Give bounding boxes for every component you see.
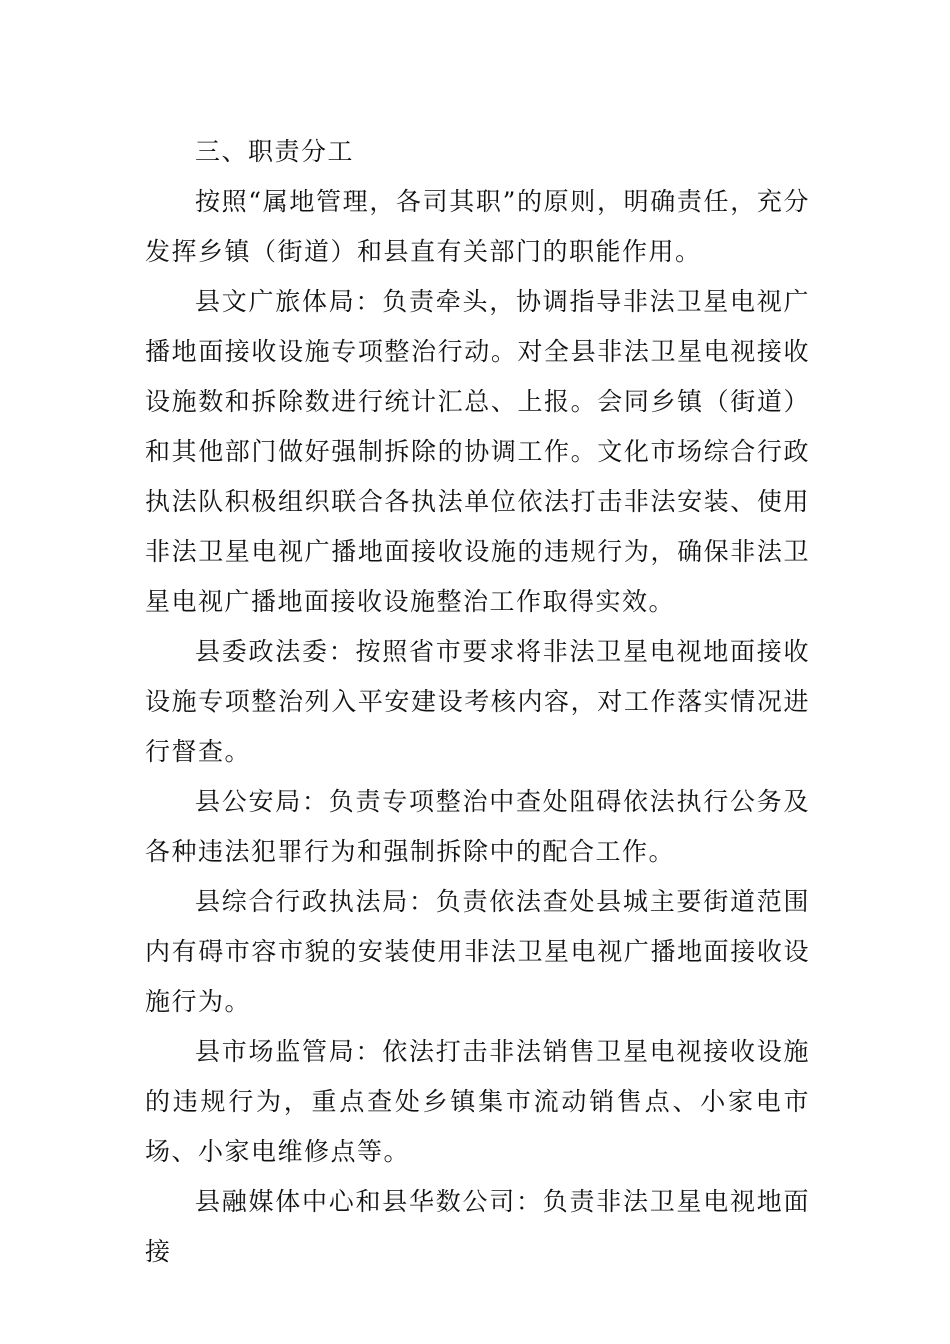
paragraph-public-security: 县公安局：负责专项整治中查处阻碍依法执行公务及各种违法犯罪行为和强制拆除中的配合工作。	[145, 787, 810, 866]
paragraph-law-enforcement: 县综合行政执法局：负责依法查处县城主要街道范围内有碍市容市貌的安装使用非法卫星电视广播地面接收设施行为。	[145, 887, 810, 1016]
paragraph-media-center: 县融媒体中心和县华数公司：负责非法卫星电视地面接	[145, 1187, 810, 1266]
paragraph-politics-law-committee: 县委政法委：按照省市要求将非法卫星电视地面接收设施专项整治列入平安建设考核内容，对工作落实情况进行督查。	[145, 637, 810, 766]
section-heading: 三、职责分工	[195, 137, 355, 166]
paragraph-culture-bureau: 县文广旅体局：负责牵头，协调指导非法卫星电视广播地面接收设施专项整治行动。对全县非法卫星电视接收设施数和拆除数进行统计汇总、上报。会同乡镇（街道）和其他部门做好强制拆除的协调工作。文化市场综合行政执法队积极组织联合各执法单位依法打击非法安装、使用非法卫星电视广播地面接收设施的违规行为，确保非法卫星电视广播地面接收设施整治工作取得实效。	[145, 287, 810, 616]
document-body	[145, 127, 810, 1277]
paragraph-market-supervision: 县市场监管局：依法打击非法销售卫星电视接收设施的违规行为，重点查处乡镇集市流动销售点、小家电市场、小家电维修点等。	[145, 1037, 810, 1166]
paragraph-principle: 按照“属地管理，各司其职”的原则，明确责任，充分发挥乡镇（街道）和县直有关部门的职能作用。	[145, 187, 810, 266]
